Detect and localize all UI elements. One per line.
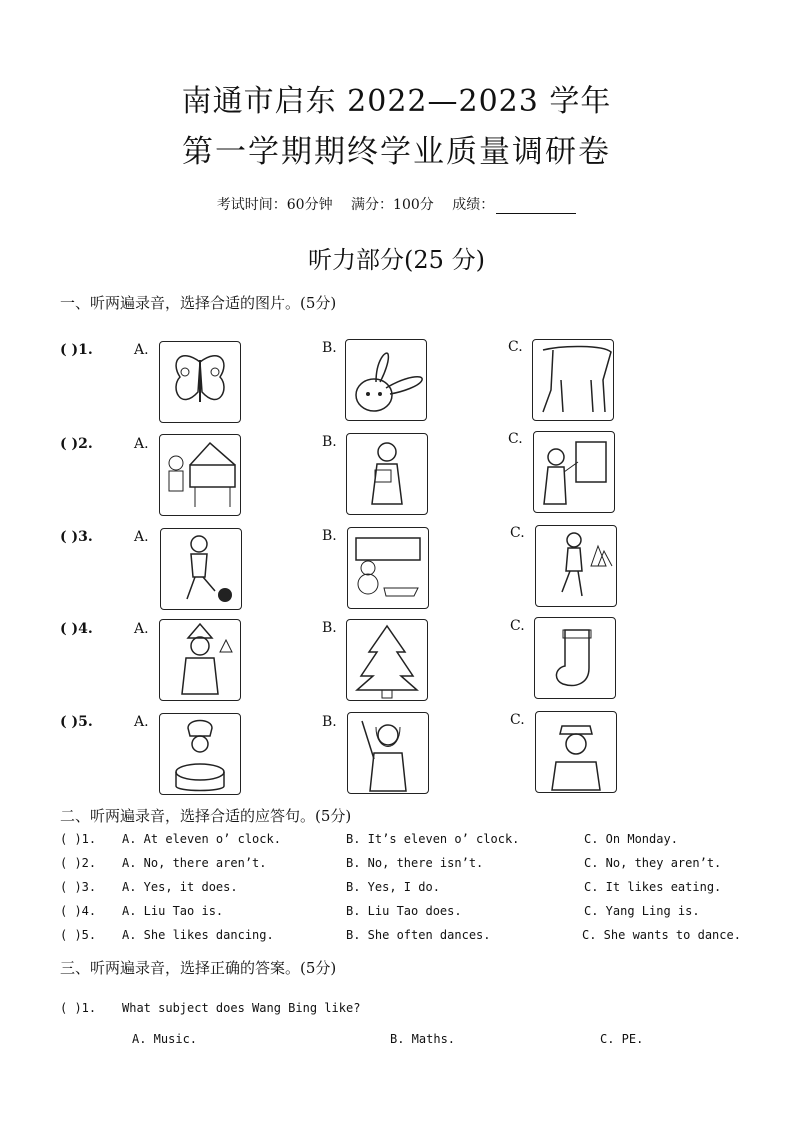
girl-reading-picture[interactable] — [346, 433, 428, 515]
exam-meta — [0, 194, 793, 214]
part2-q4-c: C. Yang Ling is. — [584, 904, 700, 918]
part3-q1-a: A. Music. — [132, 1032, 198, 1046]
part1-q5-a: A. — [134, 714, 149, 730]
part1-q2-b: B. — [322, 434, 337, 450]
part3-title: 三、听两遍录音，选择正确的答案。(5分) — [60, 959, 337, 977]
part2-q1-b: B. It’s eleven o’ clock. — [346, 832, 520, 846]
part3-q1-label: ( )1. — [60, 1001, 97, 1015]
girl-playing-piano-picture[interactable] — [159, 434, 241, 516]
part3-q1-question: What subject does Wang Bing like? — [122, 1001, 361, 1015]
part2-q2-a: A. No, there aren’t. — [122, 856, 267, 870]
part1-q3-label: ( )3. — [60, 529, 93, 545]
part1-q2-label: ( )2. — [60, 436, 93, 452]
part2-q2-label: ( )2. — [60, 856, 97, 870]
part2-q5-label: ( )5. — [60, 928, 97, 942]
part2-q3-b: B. Yes, I do. — [346, 880, 440, 894]
part2-q1-c: C. On Monday. — [584, 832, 678, 846]
part1-q5-b: B. — [322, 714, 337, 730]
part3-q1-b: B. Maths. — [390, 1032, 456, 1046]
father-christmas-picture[interactable] — [159, 619, 241, 701]
part1-q1-a: A. — [134, 342, 149, 358]
part2-q5-c: C. She wants to dance. — [582, 928, 741, 942]
exam-title-line1: 南通市启东 2022—2023 学年 — [181, 84, 612, 119]
part2-q3-c: C. It likes eating. — [584, 880, 722, 894]
christmas-tree-picture[interactable] — [346, 619, 428, 701]
part1-q2-c: C. — [508, 431, 523, 447]
girl-playing-football-picture[interactable] — [160, 528, 242, 610]
christmas-stocking-picture[interactable] — [534, 617, 616, 699]
part1-q3-b: B. — [322, 528, 337, 544]
part2-q1-a: A. At eleven o’ clock. — [122, 832, 281, 846]
cook-picture[interactable] — [159, 713, 241, 795]
part2-q1-label: ( )1. — [60, 832, 97, 846]
part2-q4-b: B. Liu Tao does. — [346, 904, 462, 918]
police-officer-picture[interactable] — [535, 711, 617, 793]
score-label: 成绩： — [452, 197, 495, 213]
part1-q3-a: A. — [134, 529, 149, 545]
exam-time: 考试时间：60分钟 — [216, 197, 333, 213]
part1-q5-label: ( )5. — [60, 714, 93, 730]
butterfly-picture[interactable] — [159, 341, 241, 423]
full-score: 满分：100分 — [351, 197, 434, 213]
part1-q1-label: ( )1. — [60, 342, 93, 358]
part2-title: 二、听两遍录音，选择合适的应答句。(5分) — [60, 807, 352, 825]
part2-q5-a: A. She likes dancing. — [122, 928, 274, 942]
part1-title: 一、听两遍录音，选择合适的图片。(5分) — [60, 294, 337, 312]
score-blank[interactable] — [496, 199, 576, 214]
rabbit-picture[interactable] — [345, 339, 427, 421]
part1-q1-c: C. — [508, 339, 523, 355]
animal-legs-picture[interactable] — [532, 339, 614, 421]
part2-q4-a: A. Liu Tao is. — [122, 904, 224, 918]
part1-q5-c: C. — [510, 712, 525, 728]
exam-title-line2: 第一学期期终学业质量调研卷 — [182, 134, 611, 170]
part1-q4-a: A. — [134, 621, 149, 637]
part2-q4-label: ( )4. — [60, 904, 97, 918]
part2-q5-b: B. She often dances. — [346, 928, 491, 942]
part1-q4-c: C. — [510, 618, 525, 634]
part2-q3-a: A. Yes, it does. — [122, 880, 238, 894]
part1-q4-b: B. — [322, 620, 337, 636]
part3-q1-c: C. PE. — [600, 1032, 644, 1046]
part2-q2-c: C. No, they aren’t. — [584, 856, 722, 870]
teacher-picture[interactable] — [347, 712, 429, 794]
part1-q1-b: B. — [322, 340, 337, 356]
snowman-window-picture[interactable] — [347, 527, 429, 609]
part1-q2-a: A. — [134, 436, 149, 452]
listening-section-title: 听力部分(25 分) — [308, 246, 485, 274]
part2-q3-label: ( )3. — [60, 880, 97, 894]
girl-skating-picture[interactable] — [535, 525, 617, 607]
part1-q4-label: ( )4. — [60, 621, 93, 637]
girl-drawing-picture[interactable] — [533, 431, 615, 513]
part1-q3-c: C. — [510, 525, 525, 541]
part2-q2-b: B. No, there isn’t. — [346, 856, 484, 870]
